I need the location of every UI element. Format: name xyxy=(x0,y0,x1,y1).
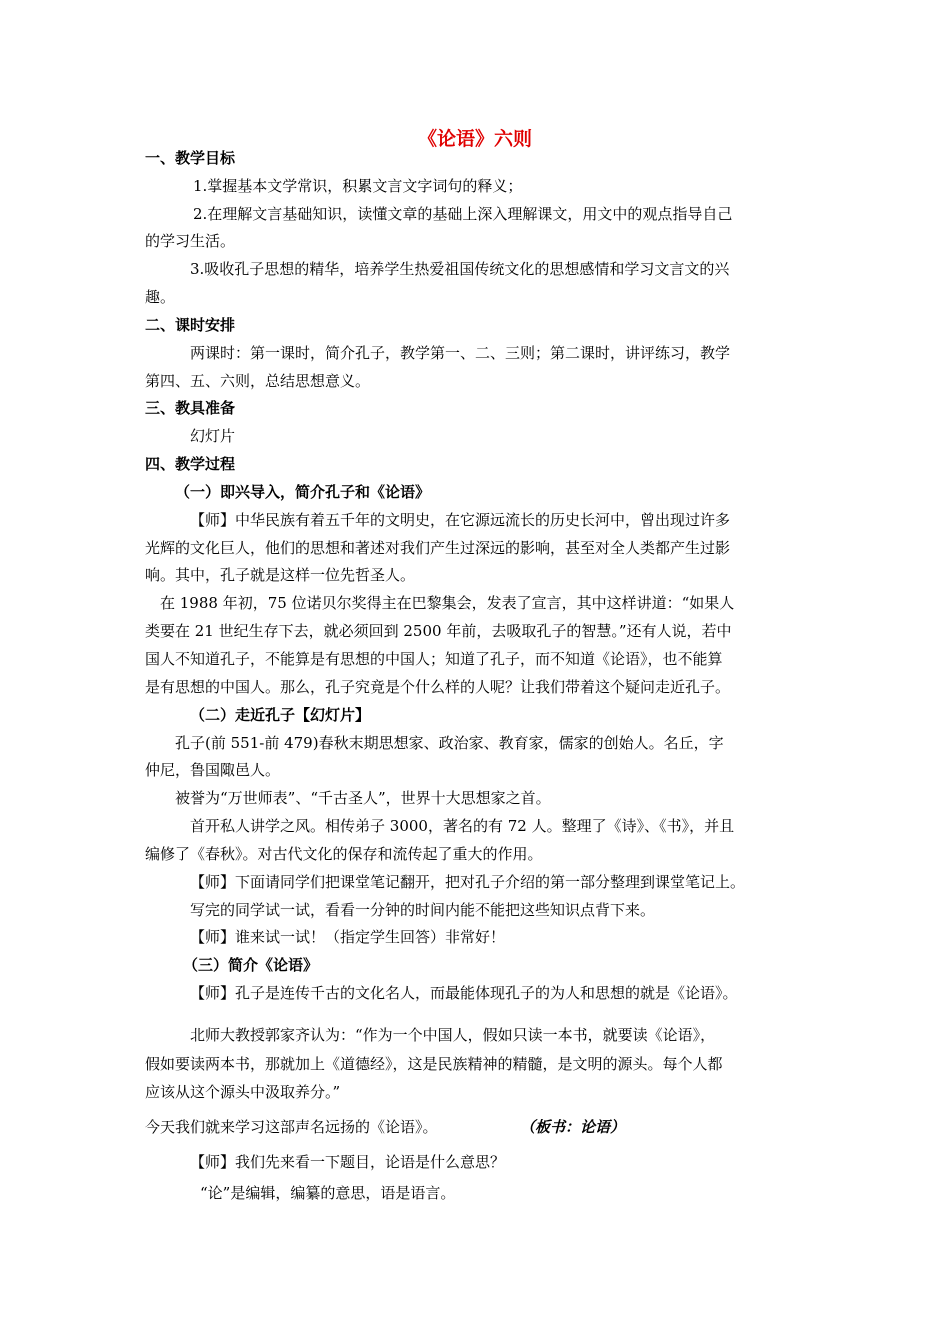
goal-item-3-cont: 趣。 xyxy=(145,288,176,306)
paragraph-line: 写完的同学试一试，看看一分钟的时间内能不能把这些知识点背下来。 xyxy=(190,901,656,919)
paragraph-line: 【师】谁来试一试！（指定学生回答）非常好！ xyxy=(190,928,506,946)
goal-item-3: 3.吸收孔子思想的精华，培养学生热爱祖国传统文化的思想感情和学习文言文的兴 xyxy=(190,260,730,278)
paragraph-line: 【师】下面请同学们把课堂笔记翻开，把对孔子介绍的第一部分整理到课堂笔记上。 xyxy=(190,873,746,891)
goal-item-2: 2.在理解文言基础知识，读懂文章的基础上深入理解课文，用文中的观点指导自己 xyxy=(193,205,733,223)
paragraph-line: 【师】中华民族有着五千年的文明史，在它源远流长的历史长河中，曾出现过许多 xyxy=(190,511,731,529)
paragraph-line: 应该从这个源头中汲取养分。” xyxy=(145,1083,341,1101)
paragraph-line: 假如要读两本书，那就加上《道德经》，这是民族精神的精髓，是文明的源头。每个人都 xyxy=(145,1055,723,1073)
paragraph-line: 被誉为“万世师表”、“千古圣人”，世界十大思想家之首。 xyxy=(175,789,551,807)
paragraph-line: 在 1988 年初，75 位诺贝尔奖得主在巴黎集会，发表了宣言，其中这样讲道：“如果人 xyxy=(160,594,735,612)
goal-item-1: 1.掌握基本文学常识，积累文言文字词句的释义； xyxy=(193,177,523,195)
section-heading-goals: 一、教学目标 xyxy=(145,149,236,167)
board-note: （板书：论语） xyxy=(520,1118,626,1136)
paragraph-line: 孔子(前 551-前 479)春秋末期思想家、政治家、教育家，儒家的创始人。名丘，字 xyxy=(175,734,724,752)
paragraph-line: 是有思想的中国人。那么，孔子究竟是个什么样的人呢？让我们带着这个疑问走近孔子。 xyxy=(145,678,731,696)
paragraph-line: 【师】我们先来看一下题目，论语是什么意思？ xyxy=(190,1153,506,1171)
paragraph-line: 仲尼，鲁国陬邑人。 xyxy=(145,761,281,779)
document-title: 《论语》六则 xyxy=(417,128,532,150)
subheading-intro: （一）即兴导入，简介孔子和《论语》 xyxy=(175,483,431,501)
paragraph-line: 光辉的文化巨人，他们的思想和著述对我们产生过深远的影响，甚至对全人类都产生过影 xyxy=(145,539,731,557)
paragraph-line: “论”是编辑，编纂的意思，语是语言。 xyxy=(200,1184,456,1202)
paragraph-line: 北师大教授郭家齐认为：“作为一个中国人，假如只读一本书，就要读《论语》， xyxy=(190,1026,716,1044)
paragraph-line: 国人不知道孔子，不能算是有思想的中国人；知道了孔子，而不知道《论语》，也不能算 xyxy=(145,650,723,668)
schedule-text: 两课时：第一课时，简介孔子，教学第一、二、三则；第二课时，讲评练习，教学 xyxy=(190,344,731,362)
section-heading-tools: 三、教具准备 xyxy=(145,399,236,417)
paragraph-line: 今天我们就来学习这部声名远扬的《论语》。 xyxy=(145,1118,438,1136)
schedule-text-cont: 第四、五、六则，总结思想意义。 xyxy=(145,372,371,390)
paragraph-line: 响。其中，孔子就是这样一位先哲圣人。 xyxy=(145,566,416,584)
paragraph-line: 首开私人讲学之风。相传弟子 3000，著名的有 72 人。整理了《诗》、《书》，并且 xyxy=(190,817,735,835)
paragraph-line: 类要在 21 世纪生存下去，就必须回到 2500 年前，去吸取孔子的智慧。”还有人说，若中 xyxy=(145,622,732,640)
section-heading-schedule: 二、课时安排 xyxy=(145,316,236,334)
tools-text: 幻灯片 xyxy=(190,427,236,445)
paragraph-line: 编修了《春秋》。对古代文化的保存和流传起了重大的作用。 xyxy=(145,845,543,863)
goal-item-2-cont: 的学习生活。 xyxy=(145,232,236,250)
paragraph-line: 【师】孔子是连传千古的文化名人，而最能体现孔子的为人和思想的就是《论语》。 xyxy=(190,984,738,1002)
subheading-analects: （三）简介《论语》 xyxy=(183,956,319,974)
subheading-confucius: （二）走近孔子【幻灯片】 xyxy=(190,706,371,724)
section-heading-process: 四、教学过程 xyxy=(145,455,236,473)
